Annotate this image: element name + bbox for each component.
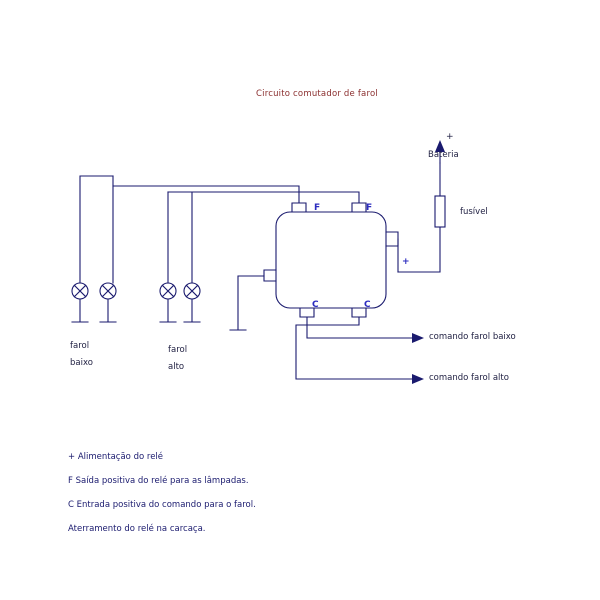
legend-item-3: Aterramento do relé na carcaça. [68,524,206,534]
relay-ground-wire [230,276,264,330]
battery-label: Bateria [428,150,459,160]
terminal-label-f-left: F [314,203,321,213]
lamp-x [186,285,197,296]
terminal-label-f-right: F [366,203,373,213]
relay-terminal-f-left [292,203,306,212]
lamp-ground [160,299,176,322]
lamp-ground [100,299,116,322]
lamp-low-label-line2: baixo [70,358,93,368]
wire-command-high [296,317,412,379]
lamp-ground [72,299,88,322]
battery-plus-label: + [446,132,454,142]
terminal-label-c-right: C [364,300,371,310]
lamp-low-label-line1: farol [70,341,90,351]
lamp-high-label-line2: alto [168,362,185,372]
relay-terminal-f-right [352,203,366,212]
legend-item-2: C Entrada positiva do comando para o farol. [68,500,256,510]
command-low-label: comando farol baixo [429,332,516,342]
lamp-ground [184,299,200,322]
relay-terminal-plus [386,232,398,246]
terminal-label-c-left: C [312,300,319,310]
lamp-x [74,285,85,296]
lamp-x [162,285,173,296]
fuse-label: fusível [460,207,488,217]
legend-item-1: F Saída positiva do relé para as lâmpadas. [68,476,249,486]
relay-terminal-ground [264,270,276,281]
relay-body [276,212,386,308]
command-high-label: comando farol alto [429,373,509,383]
terminal-label-plus: + [402,257,410,267]
wire-f-left-to-lamps [113,186,299,283]
legend-item-0: + Alimentação do relé [68,452,164,462]
lamp-x [102,285,113,296]
wire-f-left-branch [80,176,113,283]
lamp-high-label-line1: farol [168,345,188,355]
fuse-body [435,196,445,227]
command-low-arrow-head [412,333,424,343]
diagram-title: Circuito comutador de farol [256,89,378,99]
command-high-arrow-head [412,374,424,384]
